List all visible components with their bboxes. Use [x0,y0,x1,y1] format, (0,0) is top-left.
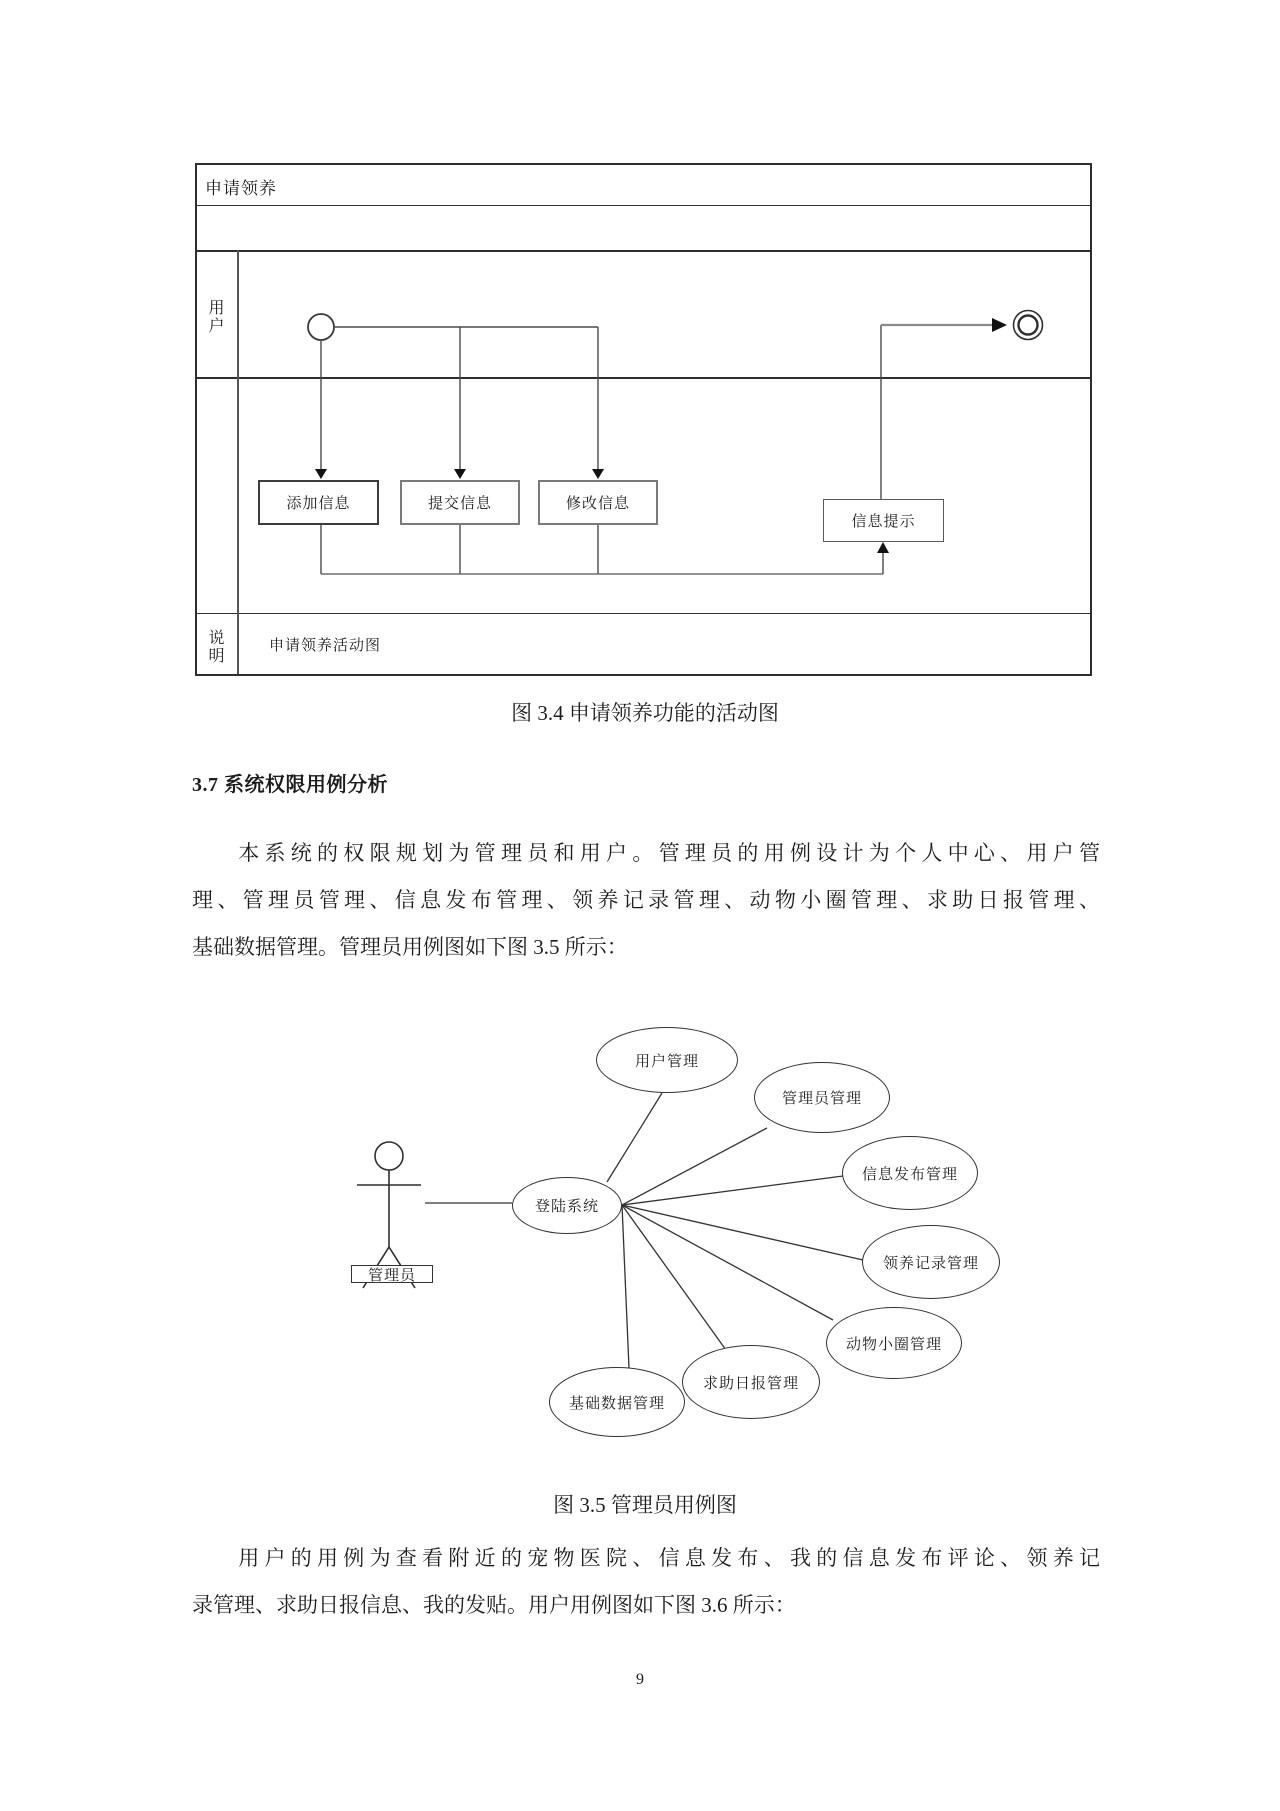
usecase-user-mgmt: 用户管理 [596,1027,738,1093]
arrow-down-icon [592,469,604,479]
usecase-info-publish-mgmt: 信息发布管理 [842,1136,978,1210]
usecase-admin-mgmt: 管理员管理 [754,1062,890,1133]
activity-diagram [195,163,1092,676]
paragraph-line: 本系统的权限规划为管理员和用户。管理员的用例设计为个人中心、用户管 [238,841,1100,865]
paragraph-line: 理、管理员管理、信息发布管理、领养记录管理、动物小圈管理、求助日报管理、 [192,888,1100,912]
arrow-down-icon [454,469,466,479]
paragraph-2 [192,1535,1100,1629]
paragraph-1 [192,830,1100,971]
paragraph-line: 录管理、求助日报信息、我的发贴。用户用例图如下图 3.6 所示： [192,1593,796,1617]
arrow-up-icon [877,542,889,553]
lane-label-user: 用户 [206,299,223,335]
arrow-down-icon [315,469,327,479]
action-add-info: 添加信息 [258,480,379,525]
usecase-base-data-mgmt: 基础数据管理 [549,1367,685,1437]
lane-label-note: 说明 [206,629,223,665]
activity-title: 申请领养 [205,179,277,198]
usecase-animal-circle-mgmt: 动物小圈管理 [826,1307,962,1379]
usecase-login: 登陆系统 [512,1177,622,1234]
usecase-help-daily-mgmt: 求助日报管理 [682,1345,820,1419]
section-heading: 3.7 系统权限用例分析 [192,774,388,796]
figure-3-4-caption: 图 3.4 申请领养功能的活动图 [511,701,779,725]
page-number: 9 [636,1671,644,1688]
end-node-icon [1014,311,1043,340]
action-info-hint: 信息提示 [823,499,944,542]
actor-label: 管理员 [351,1265,433,1283]
arrow-right-icon [992,318,1007,332]
note-text: 申请领养活动图 [269,638,382,654]
usecase-adoption-record-mgmt: 领养记录管理 [862,1225,1000,1299]
action-submit-info: 提交信息 [400,480,520,525]
figure-3-5-caption: 图 3.5 管理员用例图 [553,1493,737,1517]
start-node-icon [308,314,334,340]
action-modify-info: 修改信息 [538,480,658,525]
paragraph-line: 基础数据管理。管理员用例图如下图 3.5 所示： [192,935,628,959]
paragraph-line: 用户的用例为查看附近的宠物医院、信息发布、我的信息发布评论、领养记 [238,1546,1100,1570]
activity-connectors [197,165,1094,678]
association-lines [425,1093,863,1368]
